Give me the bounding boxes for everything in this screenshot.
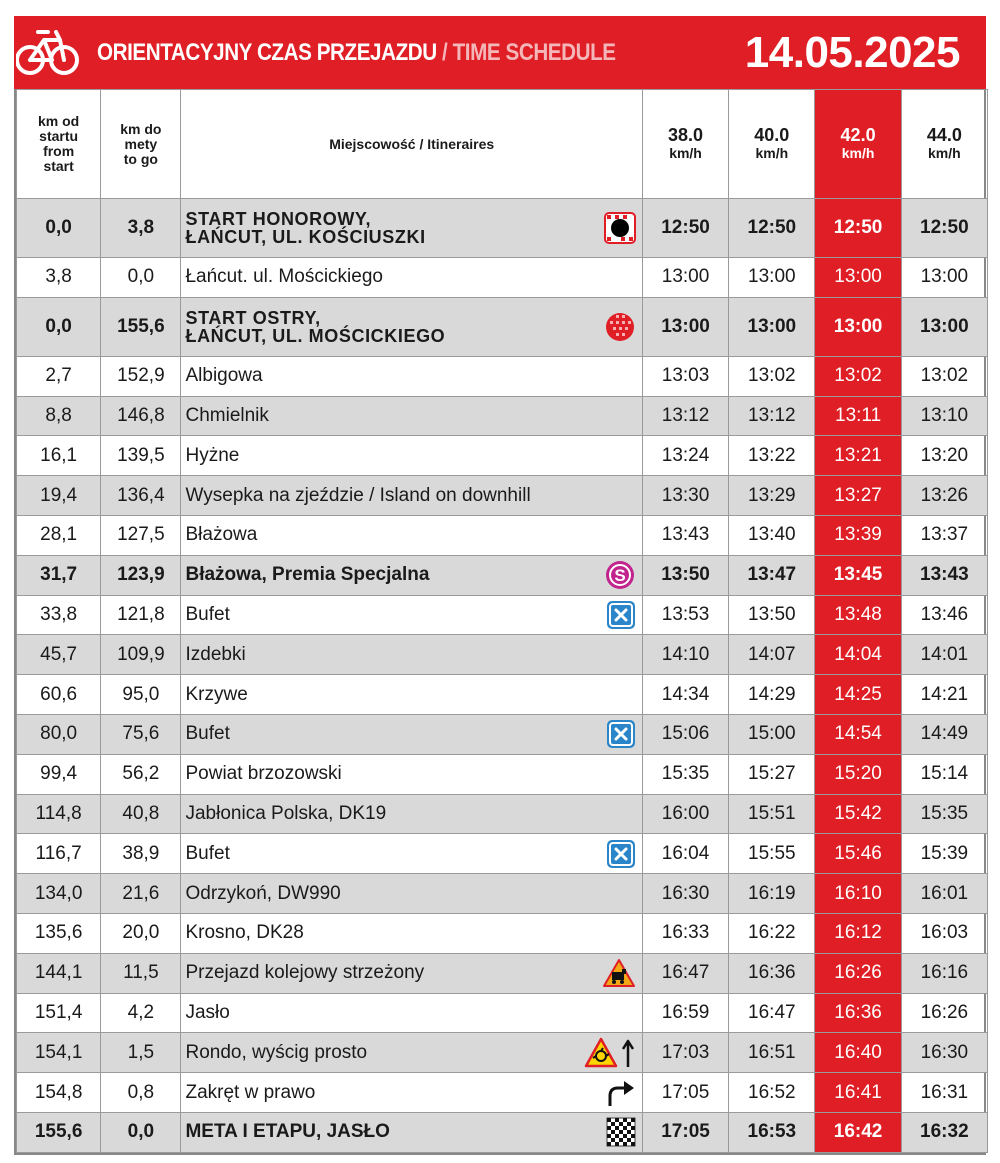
km-from-start-cell: 135,6 bbox=[17, 913, 101, 953]
place-name bbox=[185, 725, 641, 743]
header-line: mety bbox=[124, 135, 158, 152]
time-38-cell: 17:03 bbox=[642, 1033, 728, 1073]
time-38-cell: 12:50 bbox=[642, 199, 728, 258]
place-name-line: Bufet bbox=[185, 603, 230, 625]
time-42-cell: 16:10 bbox=[815, 874, 901, 914]
km-to-go-cell: 4,2 bbox=[101, 993, 181, 1033]
time-42-cell: 13:21 bbox=[815, 436, 901, 476]
table-row bbox=[17, 1033, 988, 1073]
km-from-start-cell: 33,8 bbox=[17, 595, 101, 635]
time-44-cell: 16:30 bbox=[901, 1033, 987, 1073]
schedule-rows bbox=[17, 199, 988, 1153]
time-38-cell: 16:30 bbox=[642, 874, 728, 914]
time-40-cell: 13:02 bbox=[729, 356, 815, 396]
km-from-start-cell: 144,1 bbox=[17, 953, 101, 993]
km-to-go-cell: 95,0 bbox=[101, 675, 181, 715]
race-date: 14.05.2025 bbox=[744, 28, 960, 77]
place-name bbox=[185, 765, 641, 783]
roundabout-straight-icon bbox=[584, 1037, 636, 1069]
time-42-cell: 15:46 bbox=[815, 834, 901, 874]
table-row bbox=[17, 1073, 988, 1113]
km-to-go-cell: 136,4 bbox=[101, 476, 181, 516]
time-38-cell: 13:50 bbox=[642, 555, 728, 595]
place-cell bbox=[181, 555, 642, 595]
header-line: from bbox=[43, 143, 75, 159]
place-name-line: Błażowa bbox=[185, 524, 258, 546]
place-header: Miejscowość / Itineraires bbox=[181, 90, 642, 199]
place-name-line: Albigowa bbox=[185, 365, 263, 387]
time-38-cell: 13:43 bbox=[642, 515, 728, 555]
table-row bbox=[17, 555, 988, 595]
km-from-start-cell: 45,7 bbox=[17, 635, 101, 675]
header-line: startu bbox=[39, 128, 79, 144]
time-44-cell: 13:20 bbox=[901, 436, 987, 476]
time-38-cell: 14:34 bbox=[642, 675, 728, 715]
speed-unit: km/h bbox=[841, 145, 875, 161]
table-row bbox=[17, 595, 988, 635]
place-cell bbox=[181, 993, 642, 1033]
time-42-cell: 13:27 bbox=[815, 476, 901, 516]
km-to-go-cell: 21,6 bbox=[101, 874, 181, 914]
time-44-cell: 15:14 bbox=[901, 754, 987, 794]
km-from-start-cell: 155,6 bbox=[17, 1112, 101, 1152]
km-to-go-cell: 123,9 bbox=[101, 555, 181, 595]
place-cell bbox=[181, 436, 642, 476]
time-38-cell: 16:00 bbox=[642, 794, 728, 834]
place-cell bbox=[181, 874, 642, 914]
km-from-start-cell: 28,1 bbox=[17, 515, 101, 555]
place-name bbox=[185, 1041, 641, 1063]
time-44-cell: 16:32 bbox=[901, 1112, 987, 1152]
time-38-cell: 13:53 bbox=[642, 595, 728, 635]
speed-unit: km/h bbox=[755, 145, 789, 161]
place-name bbox=[185, 309, 641, 345]
time-42-cell: 13:45 bbox=[815, 555, 901, 595]
table-row bbox=[17, 436, 988, 476]
time-42-cell: 16:26 bbox=[815, 953, 901, 993]
km-from-start-cell: 60,6 bbox=[17, 675, 101, 715]
place-name bbox=[185, 1123, 641, 1141]
time-40-cell: 13:12 bbox=[729, 396, 815, 436]
place-name-line: Wysepka na zjeździe / Island on downhill bbox=[185, 484, 531, 506]
header-banner bbox=[14, 16, 986, 89]
time-42-cell: 13:02 bbox=[815, 356, 901, 396]
feed-zone-icon bbox=[606, 600, 636, 630]
time-40-cell: 13:47 bbox=[729, 555, 815, 595]
km-from-start-cell: 114,8 bbox=[17, 794, 101, 834]
speed-header-40 bbox=[729, 90, 815, 199]
km-from-start-cell: 2,7 bbox=[17, 356, 101, 396]
time-38-cell: 16:59 bbox=[642, 993, 728, 1033]
header-line: start bbox=[43, 158, 74, 174]
time-40-cell: 15:55 bbox=[729, 834, 815, 874]
speed-unit: km/h bbox=[928, 145, 961, 161]
place-name bbox=[185, 268, 641, 286]
km-to-go-cell: 40,8 bbox=[101, 794, 181, 834]
time-42-cell: 16:40 bbox=[815, 1033, 901, 1073]
km-to-go-cell: 1,5 bbox=[101, 1033, 181, 1073]
table-row bbox=[17, 476, 988, 516]
place-name bbox=[185, 683, 641, 705]
time-40-cell: 15:51 bbox=[729, 794, 815, 834]
time-40-cell: 15:27 bbox=[729, 754, 815, 794]
time-42-cell: 12:50 bbox=[815, 199, 901, 258]
place-name-line: Odrzykoń, DW990 bbox=[185, 882, 341, 904]
place-name-line: META I ETAPU, JASŁO bbox=[185, 1121, 390, 1143]
place-name bbox=[185, 404, 641, 426]
time-44-cell: 16:01 bbox=[901, 874, 987, 914]
time-40-cell: 16:53 bbox=[729, 1112, 815, 1152]
place-cell bbox=[181, 356, 642, 396]
place-cell bbox=[181, 714, 642, 754]
speed-value: 42.0 bbox=[840, 125, 876, 145]
place-name bbox=[185, 603, 641, 625]
time-38-cell: 17:05 bbox=[642, 1112, 728, 1152]
place-cell bbox=[181, 515, 642, 555]
speed-header-44 bbox=[901, 90, 987, 199]
time-44-cell: 13:26 bbox=[901, 476, 987, 516]
time-38-cell: 13:12 bbox=[642, 396, 728, 436]
place-name-line: Powiat brzozowski bbox=[185, 763, 342, 785]
table-row bbox=[17, 834, 988, 874]
time-42-cell: 13:00 bbox=[815, 297, 901, 356]
time-40-cell: 14:29 bbox=[729, 675, 815, 715]
place-cell bbox=[181, 297, 642, 356]
time-44-cell: 16:16 bbox=[901, 953, 987, 993]
km-to-go-cell: 0,8 bbox=[101, 1073, 181, 1113]
time-44-cell: 13:10 bbox=[901, 396, 987, 436]
place-name-line: START HONOROWY, bbox=[185, 209, 372, 229]
time-44-cell: 13:37 bbox=[901, 515, 987, 555]
km-to-go-header bbox=[101, 90, 181, 199]
km-to-go-cell: 146,8 bbox=[101, 396, 181, 436]
time-38-cell: 16:47 bbox=[642, 953, 728, 993]
feed-zone-icon bbox=[606, 719, 636, 749]
place-name bbox=[185, 1001, 641, 1023]
place-cell bbox=[181, 1033, 642, 1073]
time-44-cell: 13:00 bbox=[901, 258, 987, 298]
time-38-cell: 15:06 bbox=[642, 714, 728, 754]
time-44-cell: 16:31 bbox=[901, 1073, 987, 1113]
km-from-start-cell: 19,4 bbox=[17, 476, 101, 516]
table-row bbox=[17, 913, 988, 953]
time-44-cell: 16:03 bbox=[901, 913, 987, 953]
table-row bbox=[17, 794, 988, 834]
table-row bbox=[17, 297, 988, 356]
special-prize-icon bbox=[604, 559, 636, 591]
km-to-go-cell: 139,5 bbox=[101, 436, 181, 476]
svg-text:S: S bbox=[614, 566, 626, 586]
time-44-cell: 14:49 bbox=[901, 714, 987, 754]
km-to-go-cell: 3,8 bbox=[101, 199, 181, 258]
time-44-cell: 12:50 bbox=[901, 199, 987, 258]
km-to-go-cell: 155,6 bbox=[101, 297, 181, 356]
time-44-cell: 13:43 bbox=[901, 555, 987, 595]
header-line: km do bbox=[120, 120, 162, 137]
time-44-cell: 14:21 bbox=[901, 675, 987, 715]
place-cell bbox=[181, 199, 642, 258]
time-40-cell: 13:22 bbox=[729, 436, 815, 476]
km-to-go-cell: 75,6 bbox=[101, 714, 181, 754]
table-row bbox=[17, 396, 988, 436]
place-name-line: START OSTRY, bbox=[185, 307, 321, 328]
time-40-cell: 16:22 bbox=[729, 913, 815, 953]
time-40-cell: 13:40 bbox=[729, 515, 815, 555]
place-name-line: Łańcut. ul. Mościckiego bbox=[185, 266, 383, 288]
time-42-cell: 16:36 bbox=[815, 993, 901, 1033]
table-row bbox=[17, 675, 988, 715]
header-line: km od bbox=[38, 113, 80, 129]
time-38-cell: 13:03 bbox=[642, 356, 728, 396]
place-name-line: Izdebki bbox=[185, 643, 246, 665]
table-row bbox=[17, 953, 988, 993]
km-from-start-cell: 134,0 bbox=[17, 874, 101, 914]
place-name-line: ŁAŃCUT, UL. KOŚCIUSZKI bbox=[185, 227, 426, 247]
km-from-start-cell: 154,8 bbox=[17, 1073, 101, 1113]
time-40-cell: 15:00 bbox=[729, 714, 815, 754]
time-44-cell: 16:26 bbox=[901, 993, 987, 1033]
title-pl: ORIENTACYJNY CZAS PRZEJAZDU bbox=[97, 39, 437, 66]
place-name bbox=[185, 882, 641, 904]
time-42-cell: 14:25 bbox=[815, 675, 901, 715]
place-name-line: Błażowa, Premia Specjalna bbox=[185, 564, 430, 586]
place-name bbox=[185, 526, 641, 544]
time-38-cell: 15:35 bbox=[642, 754, 728, 794]
time-40-cell: 16:51 bbox=[729, 1033, 815, 1073]
table-row bbox=[17, 714, 988, 754]
place-cell bbox=[181, 396, 642, 436]
speed-header-38 bbox=[642, 90, 728, 199]
table-row bbox=[17, 635, 988, 675]
place-cell bbox=[181, 1112, 642, 1152]
km-from-start-cell: 8,8 bbox=[17, 396, 101, 436]
km-from-start-cell: 151,4 bbox=[17, 993, 101, 1033]
km-from-start-cell: 3,8 bbox=[17, 258, 101, 298]
time-40-cell: 13:50 bbox=[729, 595, 815, 635]
time-38-cell: 13:00 bbox=[642, 297, 728, 356]
time-44-cell: 15:35 bbox=[901, 794, 987, 834]
km-to-go-cell: 152,9 bbox=[101, 356, 181, 396]
place-name bbox=[185, 924, 641, 942]
time-42-cell: 16:41 bbox=[815, 1073, 901, 1113]
place-cell bbox=[181, 476, 642, 516]
place-cell bbox=[181, 635, 642, 675]
speed-header-42 bbox=[815, 90, 901, 199]
place-name bbox=[185, 1081, 641, 1103]
title-separator: / bbox=[436, 39, 453, 66]
km-from-start-header bbox=[17, 90, 101, 199]
place-name-line: Krosno, DK28 bbox=[185, 922, 304, 944]
time-38-cell: 14:10 bbox=[642, 635, 728, 675]
km-from-start-cell: 80,0 bbox=[17, 714, 101, 754]
place-name bbox=[185, 842, 641, 864]
place-cell bbox=[181, 258, 642, 298]
place-name-line: Jasło bbox=[185, 1001, 230, 1023]
time-42-cell: 14:04 bbox=[815, 635, 901, 675]
place-name-line: Hyżne bbox=[185, 444, 240, 466]
place-name bbox=[185, 802, 641, 824]
place-name bbox=[185, 643, 641, 665]
time-42-cell: 13:11 bbox=[815, 396, 901, 436]
title-en: TIME SCHEDULE bbox=[452, 39, 616, 66]
km-from-start-cell: 99,4 bbox=[17, 754, 101, 794]
place-name-line: Chmielnik bbox=[185, 404, 269, 426]
km-from-start-cell: 116,7 bbox=[17, 834, 101, 874]
time-40-cell: 13:29 bbox=[729, 476, 815, 516]
place-name-line: Krzywe bbox=[185, 683, 248, 705]
place-name-line: Bufet bbox=[185, 842, 230, 864]
time-42-cell: 14:54 bbox=[815, 714, 901, 754]
place-cell bbox=[181, 953, 642, 993]
place-cell bbox=[181, 794, 642, 834]
km-to-go-cell: 0,0 bbox=[101, 1112, 181, 1152]
time-42-cell: 15:20 bbox=[815, 754, 901, 794]
start-flag-black-icon bbox=[604, 212, 636, 244]
time-40-cell: 12:50 bbox=[729, 199, 815, 258]
km-to-go-cell: 56,2 bbox=[101, 754, 181, 794]
table-row bbox=[17, 1112, 988, 1152]
km-to-go-cell: 38,9 bbox=[101, 834, 181, 874]
km-to-go-cell: 20,0 bbox=[101, 913, 181, 953]
time-40-cell: 13:00 bbox=[729, 258, 815, 298]
header-row bbox=[17, 90, 988, 199]
time-38-cell: 13:30 bbox=[642, 476, 728, 516]
table-row bbox=[17, 754, 988, 794]
place-cell bbox=[181, 913, 642, 953]
place-name bbox=[185, 210, 641, 246]
km-from-start-cell: 154,1 bbox=[17, 1033, 101, 1073]
place-name bbox=[185, 367, 641, 385]
schedule-table-frame bbox=[14, 89, 986, 1155]
time-44-cell: 13:00 bbox=[901, 297, 987, 356]
time-44-cell: 13:46 bbox=[901, 595, 987, 635]
time-38-cell: 13:24 bbox=[642, 436, 728, 476]
time-42-cell: 13:00 bbox=[815, 258, 901, 298]
place-cell bbox=[181, 595, 642, 635]
time-40-cell: 16:36 bbox=[729, 953, 815, 993]
time-38-cell: 16:33 bbox=[642, 913, 728, 953]
time-40-cell: 16:47 bbox=[729, 993, 815, 1033]
km-from-start-cell: 0,0 bbox=[17, 297, 101, 356]
header-line: to go bbox=[123, 150, 158, 167]
time-42-cell: 13:48 bbox=[815, 595, 901, 635]
place-cell bbox=[181, 834, 642, 874]
time-44-cell: 13:02 bbox=[901, 356, 987, 396]
place-name-line: ŁAŃCUT, UL. MOŚCICKIEGO bbox=[185, 325, 446, 346]
km-to-go-cell: 0,0 bbox=[101, 258, 181, 298]
railway-crossing-icon bbox=[602, 958, 636, 988]
speed-value: 44.0 bbox=[926, 125, 962, 145]
table-row bbox=[17, 515, 988, 555]
turn-right-icon bbox=[604, 1078, 636, 1108]
place-name bbox=[185, 964, 641, 982]
table-row bbox=[17, 874, 988, 914]
finish-flag-icon bbox=[606, 1117, 636, 1147]
speed-value: 40.0 bbox=[754, 125, 790, 145]
place-name-line: Bufet bbox=[185, 723, 230, 745]
place-name-line: Rondo, wyścig prosto bbox=[185, 1041, 368, 1063]
table-row bbox=[17, 199, 988, 258]
place-cell bbox=[181, 1073, 642, 1113]
table-row bbox=[17, 356, 988, 396]
start-flag-red-icon bbox=[604, 311, 636, 343]
time-44-cell: 15:39 bbox=[901, 834, 987, 874]
table-row bbox=[17, 258, 988, 298]
time-40-cell: 16:52 bbox=[729, 1073, 815, 1113]
km-from-start-cell: 16,1 bbox=[17, 436, 101, 476]
place-cell bbox=[181, 754, 642, 794]
km-to-go-cell: 109,9 bbox=[101, 635, 181, 675]
schedule-table bbox=[16, 89, 988, 1153]
time-42-cell: 16:12 bbox=[815, 913, 901, 953]
km-to-go-cell: 121,8 bbox=[101, 595, 181, 635]
km-from-start-cell: 0,0 bbox=[17, 199, 101, 258]
speed-value: 38.0 bbox=[668, 125, 704, 145]
place-cell bbox=[181, 675, 642, 715]
time-40-cell: 14:07 bbox=[729, 635, 815, 675]
bicycle-icon bbox=[16, 20, 80, 84]
time-42-cell: 15:42 bbox=[815, 794, 901, 834]
time-38-cell: 16:04 bbox=[642, 834, 728, 874]
km-to-go-cell: 11,5 bbox=[101, 953, 181, 993]
place-name-line: Przejazd kolejowy strzeżony bbox=[185, 962, 425, 984]
place-name bbox=[185, 566, 641, 584]
time-38-cell: 17:05 bbox=[642, 1073, 728, 1113]
feed-zone-icon bbox=[606, 839, 636, 869]
time-40-cell: 16:19 bbox=[729, 874, 815, 914]
place-name bbox=[185, 444, 641, 466]
km-from-start-cell: 31,7 bbox=[17, 555, 101, 595]
place-name bbox=[185, 484, 641, 506]
time-44-cell: 14:01 bbox=[901, 635, 987, 675]
place-name-line: Jabłonica Polska, DK19 bbox=[185, 802, 387, 824]
table-row bbox=[17, 993, 988, 1033]
time-42-cell: 16:42 bbox=[815, 1112, 901, 1152]
time-38-cell: 13:00 bbox=[642, 258, 728, 298]
speed-unit: km/h bbox=[669, 145, 702, 161]
page-title bbox=[97, 16, 616, 89]
time-schedule-sheet bbox=[14, 16, 986, 1155]
place-name-line: Zakręt w prawo bbox=[185, 1081, 316, 1103]
time-40-cell: 13:00 bbox=[729, 297, 815, 356]
km-to-go-cell: 127,5 bbox=[101, 515, 181, 555]
time-42-cell: 13:39 bbox=[815, 515, 901, 555]
